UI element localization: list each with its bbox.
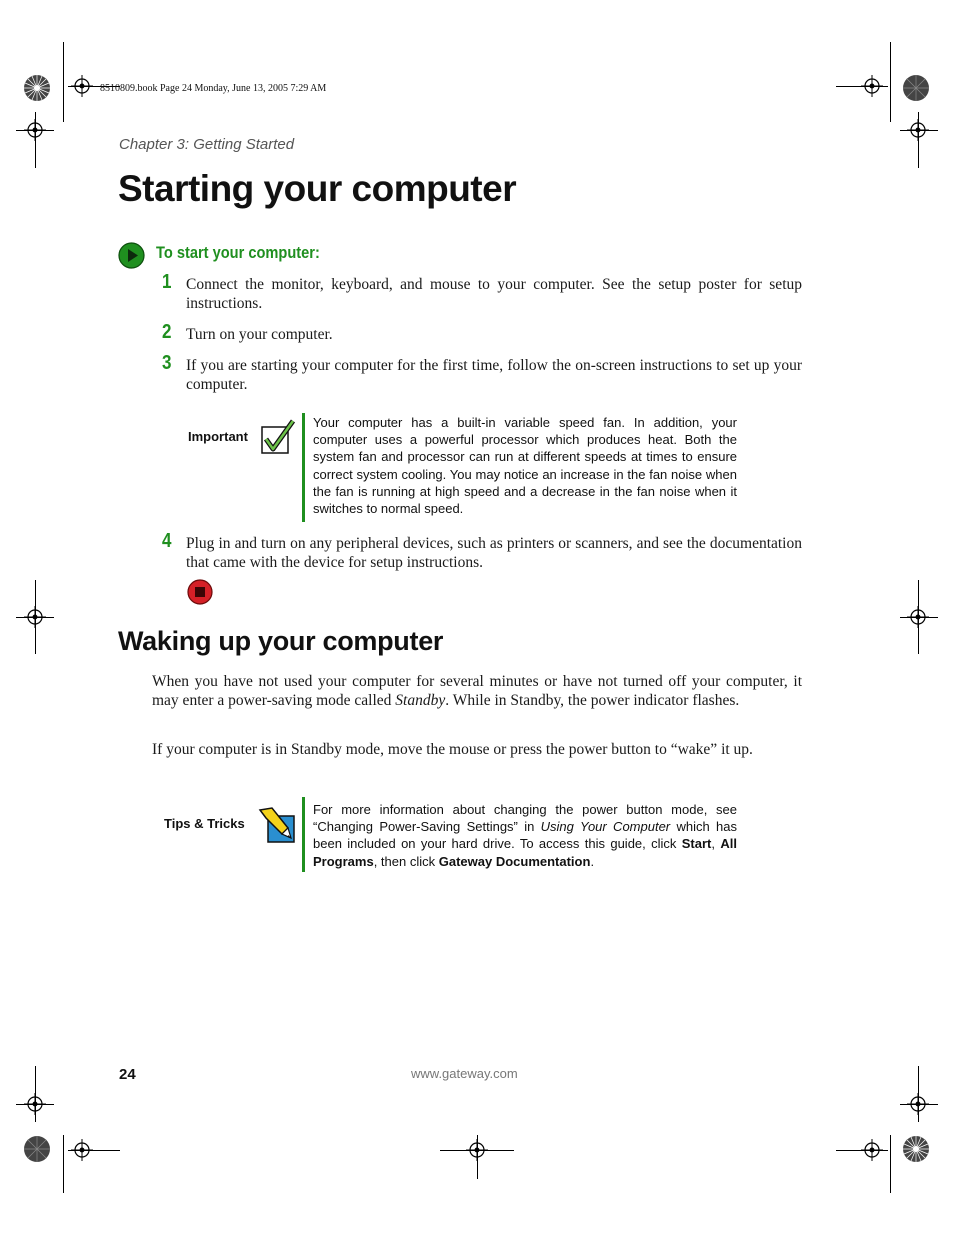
registration-target-icon: [24, 606, 46, 628]
registration-target-icon: [907, 606, 929, 628]
step-number: 3: [162, 352, 172, 374]
registration-target-icon: [861, 75, 883, 97]
registration-target-icon: [24, 119, 46, 141]
paragraph: [152, 673, 802, 710]
tips-text-part: For more information about changing the power button mode, see “Changing Power-Saving Settings” in: [313, 802, 737, 835]
registration-target-icon: [907, 119, 929, 141]
step-text: Turn on your computer.: [186, 326, 333, 343]
step-number: 4: [162, 530, 172, 552]
tips-guide-title: Using Your Computer: [540, 819, 671, 835]
registration-target-icon: [907, 1093, 929, 1115]
important-text: Your computer has a built-in variable speed fan. In addition, your computer uses a powerful processor which produces heat. Both the system fan and processor can run at different speeds at times to ensure correct system cooling. You may notice an increase in the fan noise when the fan is running at high speed and a decrease in the fan noise when it switches to normal speed.: [313, 415, 737, 517]
registration-target-icon: [466, 1139, 488, 1161]
registration-target-icon: [24, 1093, 46, 1115]
star-target-icon: [23, 1135, 51, 1163]
print-slug: 8510809.book Page 24 Monday, June 13, 2005 7:29 AM: [100, 83, 327, 94]
trim-line: [63, 42, 64, 122]
trim-line: [890, 1135, 891, 1193]
paragraph-text: When you have not used your computer for several minutes or have not turned off your computer, it may enter a power-saving mode called: [152, 673, 802, 709]
pencil-tip-icon: [258, 806, 296, 844]
note-bar: [302, 797, 305, 872]
step-text: If you are starting your computer for the first time, follow the on-screen instructions to set up your computer.: [186, 357, 802, 393]
footer-url: www.gateway.com: [411, 1066, 518, 1081]
star-target-icon: [23, 74, 51, 102]
registration-target-icon: [71, 75, 93, 97]
tips-start-term: Start: [681, 836, 712, 852]
play-icon: [118, 242, 145, 269]
procedure-title: To start your computer:: [156, 243, 320, 262]
star-target-icon: [902, 1135, 930, 1163]
page-number: 24: [119, 1066, 136, 1083]
stop-icon: [187, 579, 213, 605]
tips-label: Tips & Tricks: [164, 816, 245, 831]
registration-target-icon: [71, 1139, 93, 1161]
page-title: Starting your computer: [118, 168, 517, 209]
step-text: Connect the monitor, keyboard, and mouse to your computer. See the setup poster for setup instructions.: [186, 276, 802, 312]
note-bar: [302, 413, 305, 522]
running-header: Chapter 3: Getting Started: [119, 136, 295, 153]
step-number: 2: [162, 321, 172, 343]
tips-text-part: .: [590, 853, 595, 869]
tips-text-part: , then click: [373, 853, 439, 869]
tips-all-programs-term: All Programs: [313, 836, 737, 869]
section-title: Waking up your computer: [118, 626, 444, 656]
star-target-icon: [902, 74, 930, 102]
tips-gateway-doc-term: Gateway Documentation: [438, 853, 591, 869]
registration-target-icon: [861, 1139, 883, 1161]
step-number: 1: [162, 271, 172, 293]
paragraph: If your computer is in Standby mode, move the mouse or press the power button to “wake” it up.: [152, 741, 753, 758]
step-text: Plug in and turn on any peripheral devices, such as printers or scanners, and see the documentation that came with the device for setup instructions.: [186, 535, 802, 571]
paragraph-text: . While in Standby, the power indicator flashes.: [445, 691, 740, 709]
tips-text: [313, 801, 737, 870]
important-label: Important: [188, 429, 248, 444]
paragraph-italic: Standby: [395, 691, 446, 709]
trim-line: [63, 1135, 64, 1193]
trim-line: [890, 42, 891, 122]
tips-text-part: ,: [711, 836, 721, 852]
checkmark-icon: [260, 419, 295, 455]
tips-text-part: which has been included on your hard drive. To access this guide, click: [313, 819, 737, 852]
